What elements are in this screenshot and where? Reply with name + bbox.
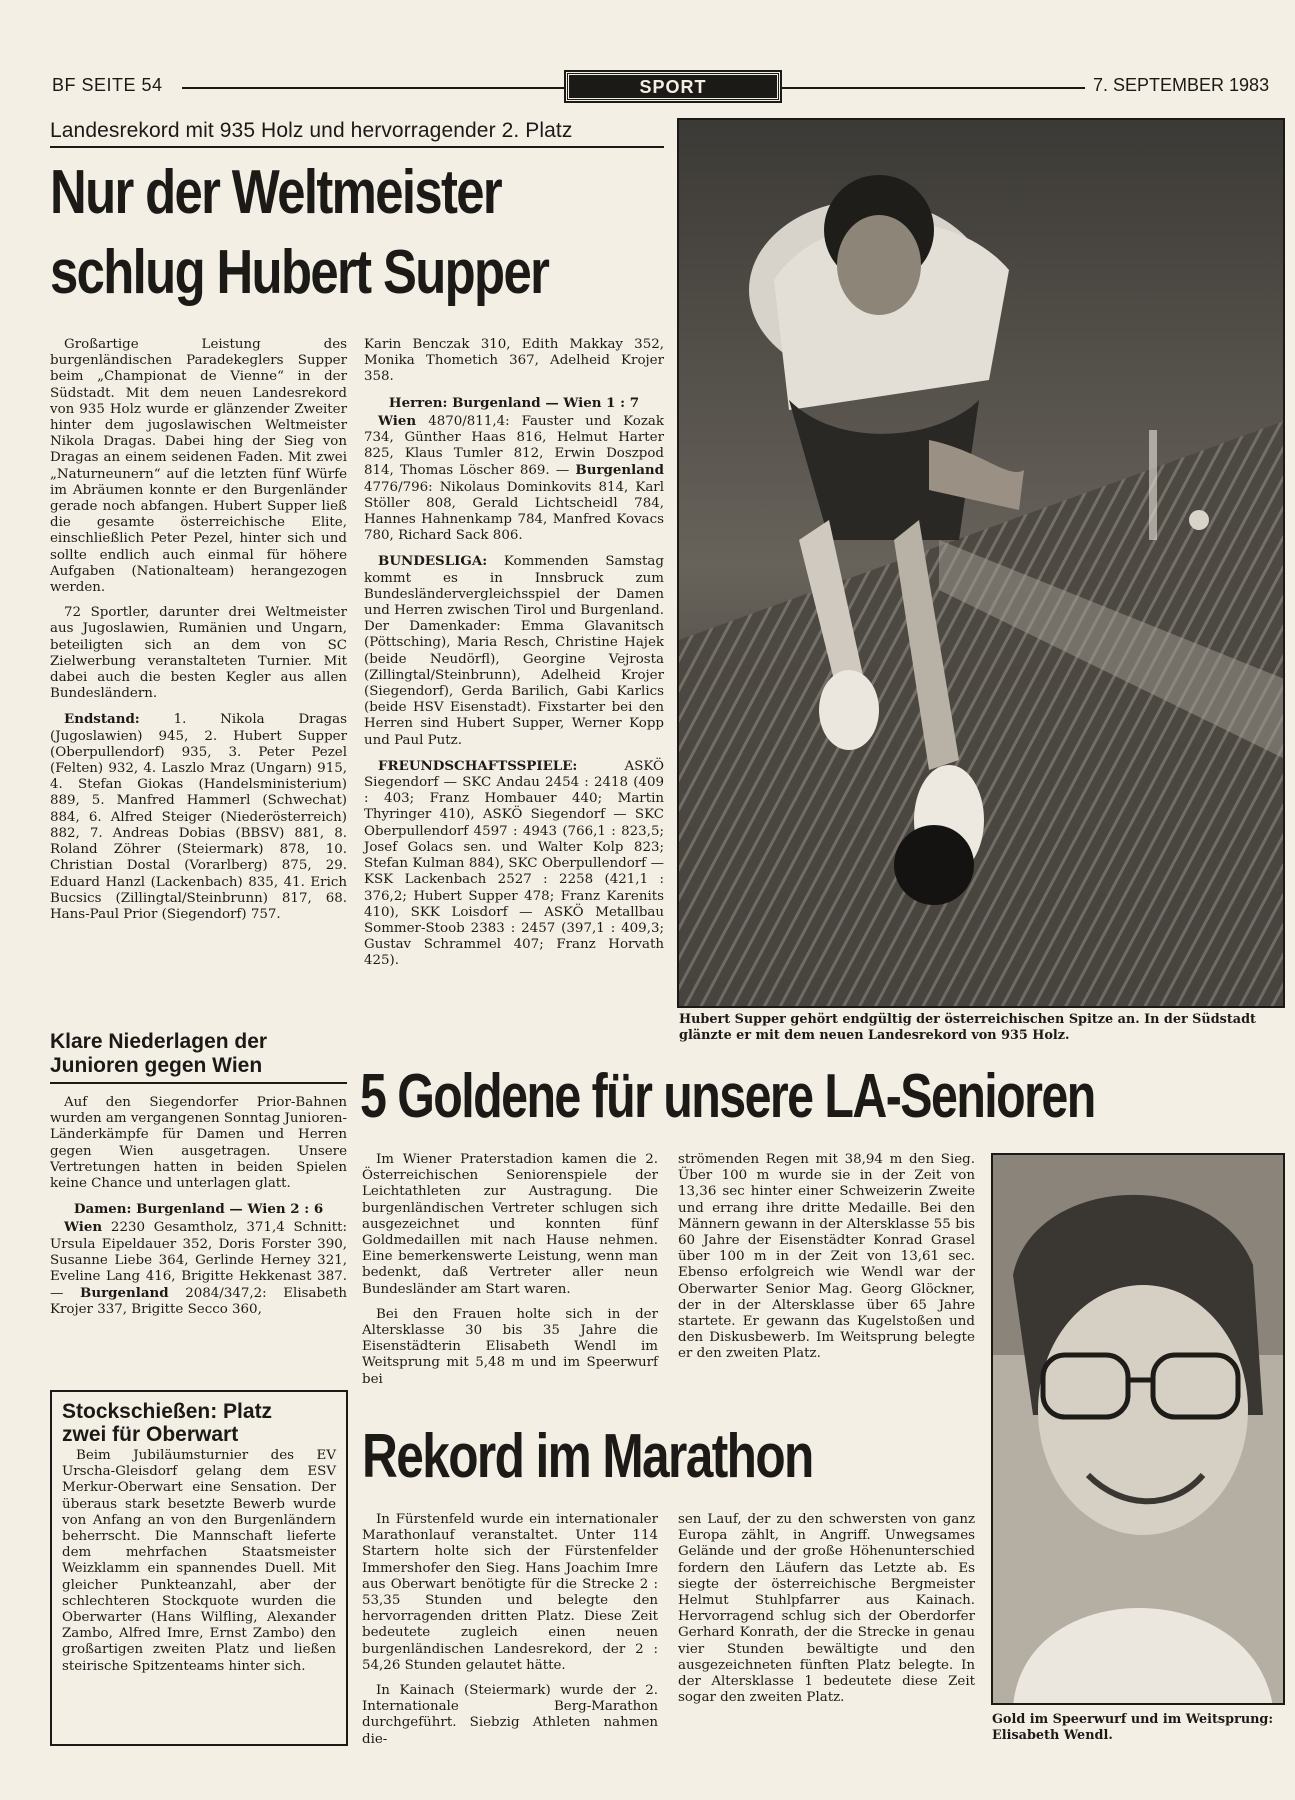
- article3-column1: [362, 1152, 658, 1397]
- article5-paragraph: sen Lauf, der zu den schwersten von ganz Europa zählt, in Angriff. Unwegsames Gelände und der große Höhenunterschied fordern den Läufern das Letzte ab. Es siegte der österreichische Bergmeister Helmut Stuhlpfarrer aus Kainach. Hervorragend schlug sich der Oberdorfer Gerhard Konrath, der die Strecke in genau vier Stunden bewältigte und den ausgezeichneten fünften Platz belegte. In der Altersklasse 1 bedeutete diese Zeit sogar den zweiten Platz.: [678, 1512, 975, 1706]
- article4-column: [62, 1448, 336, 1675]
- bowler-photo-caption: Hubert Supper gehört endgültig der österreichischen Spitze an. In der Südstadt glänzte er mit dem neuen Landesrekord von 935 Holz.: [679, 1012, 1256, 1043]
- stockschiessen-box: [50, 1390, 348, 1746]
- article3-paragraph: Bei den Frauen holte sich in der Altersklasse 30 bis 35 Jahre die Eisenstädterin Elisabeth Wendl im Weitsprung mit 5,48 m und im Speerwurf bei: [362, 1306, 658, 1387]
- results-text: 2230 Gesamtholz, 371,4 Schnitt: Ursula Eipeldauer 352, Doris Forster 390, Susanne Liebe 364, Gerlinde Herney 321, Eveline Lang 416, Brigitte Hekkenast 387. —: [50, 1220, 347, 1302]
- page-date: 7. SEPTEMBER 1983: [1093, 75, 1270, 95]
- article4-headline-line1: Stockschießen: Platz: [62, 1400, 273, 1423]
- article2-headline-line1: Klare Niederlagen der: [50, 1030, 268, 1053]
- article1-paragraph: Großartige Leistung des burgenländischen Paradekeglers Supper beim „Championat de Vienne“ in der Südstadt. Mit dem neuen Landesrekord von 935 Holz wurde er glänzender Zweiter hinter dem jugoslawischen Weltmeister Nikola Dragas. Dabei hing der Sieg von Dragas an einem seidenen Faden. Mit zwei „Naturneunern“ auf die letzten fünf Würfe im Abräumen konnte er den Burgenländer gerade noch abfangen. Hubert Supper ließ die gesamte österreichische Elite, einschließlich Peter Pezel, hinter sich und sollte endlich auch einmal für höhere Aufgaben (Nationalteam) herangezogen werden.: [50, 337, 347, 596]
- section-label: SPORT: [566, 72, 780, 101]
- article3-paragraph: Im Wiener Praterstadion kamen die 2. Österreichischen Seniorenspiele der Leichtathleten zur Austragung. Die burgenländischen Vertreter schlugen sich ausgezeichnet und konnten fünf Goldmedaillen mit nach Hause nehmen. Eine bemerkenswerte Leistung, wenn man bedenkt, daß Vertreter aller neun Bundesländer am Start waren.: [362, 1152, 658, 1297]
- masthead-rule-right: [782, 87, 1085, 89]
- article1-column2: [364, 337, 664, 979]
- freundschaft-paragraph: [364, 758, 664, 970]
- article5-column2: [678, 1512, 975, 1715]
- article5-headline: Rekord im Marathon: [362, 1422, 813, 1491]
- bowler-photo-image: [679, 120, 1285, 1008]
- results-label: FREUNDSCHAFTSSPIELE:: [378, 757, 578, 774]
- results-text: 2084/347,2: Elisabeth Krojer 337, Brigitte Secco 360,: [50, 1286, 347, 1318]
- article2-paragraph: Auf den Siegendorfer Prior-Bahnen wurden am vergangenen Sonntag Junioren-Länderkämpfe für Damen und Herren gegen Wien ausgetragen. Unsere Vertretungen hatten in beiden Spielen keine Chance und unterlagen glatt.: [50, 1095, 347, 1192]
- article1-paragraph: 72 Sportler, darunter drei Weltmeister aus Jugoslawien, Rumänien und Ungarn, beteiligten sich an dem von SC Zielwerbung veranstalteten Turnier. Mit dabei auch die besten Kegler aus allen Bundesländern.: [50, 605, 347, 702]
- results-label: Burgenland: [575, 462, 664, 479]
- damen-heading: Damen: Burgenland — Wien 2 : 6: [73, 1201, 324, 1218]
- results-text: 1. Nikola Dragas (Jugoslawien) 945, 2. Hubert Supper (Oberpullendorf) 935, 3. Peter Pezel (Felten) 932, 4. Laszlo Mraz (Ungarn) 915, 4. Stefan Giokas (Handelsministerium) 889, 5. Manfred Hammerl (Schwechat) 884, 6. Alfred Steiger (Niederösterreich) 882, 7. Andreas Dobias (BBSV) 881, 8. Roland Zöhrer (Steiermark) 878, 10. Christian Dostal (Vorarlberg) 875, 29. Eduard Hanzl (Lackenbach) 835, 41. Erich Bucsics (Zillingtal/Steinbrunn) 817, 68. Hans-Paul Prior (Siegendorf) 757.: [50, 712, 347, 922]
- article5-paragraph: In Fürstenfeld wurde ein internationaler Marathonlauf veranstaltet. Unter 114 Startern holte sich der Fürstenfelder Immershofer den Sieg. Hans Joachim Imre aus Oberwart benötigte für die Strecke 2 : 53,35 Stunden und belegte den hervorragenden dritten Platz. Diese Zeit bedeutete zugleich einen neuen burgenländischen Landesrekord, der 2 : 54,26 Stunden gelautet hätte.: [362, 1512, 658, 1673]
- portrait-caption: Gold im Speerwurf und im Weitsprung: Elisabeth Wendl.: [992, 1712, 1274, 1743]
- results-text: 4870/811,4: Fauster und Kozak 734, Günther Haas 816, Helmut Harter 825, Klaus Tumler 812, Erwin Doszpod 814, Thomas Löscher 869. —: [364, 413, 664, 479]
- page-label: BF SEITE 54: [52, 75, 163, 95]
- article1-paragraph: Karin Benczak 310, Edith Makkay 352, Monika Thometich 367, Adelheid Krojer 358.: [364, 337, 664, 385]
- masthead-rule-left: [182, 87, 565, 89]
- article3-headline: 5 Goldene für unsere LA-Senioren: [360, 1062, 1095, 1131]
- article2-column: [50, 1095, 347, 1328]
- results-label: Burgenland: [80, 1285, 169, 1302]
- article2-headline-line2: Junioren gegen Wien: [50, 1054, 263, 1077]
- results-text: Kommenden Samstag kommt es in Innsbruck zum Bundesländervergleichsspiel der Damen und Herren zwischen Tirol und Burgenland. Der Damenkader: Emma Glavanitsch (Pöttsching), Maria Resch, Christine Hajek (beide Neudörfl), Georgine Vejrosta (Zillingtal/Steinbrunn), Adelheid Krojer (Siegendorf), Gerda Barilich, Gabi Karlics (beide HSV Eisenstadt). Fixstarter bei den Herren sind Hubert Supper, Werner Kopp und Paul Putz.: [364, 554, 664, 748]
- article3-paragraph: strömenden Regen mit 38,94 m den Sieg. Über 100 m wurde sie in der Zeit von 13,36 sec hinter einer Schweizerin Zweite und errang ihre dritte Medaille. Bei den Männern gewann in der Altersklasse 55 bis 60 Jahre der Eisenstädter Konrad Grasel über 100 m in der Zeit von 13,61 sec. Ebenso erfolgreich wie Wendl war der Oberwarter Senior Mag. Georg Glöckner, der in der Altersklasse über 65 Jahre startete. Er gewann das Kugelstoßen und den Diskusbewerb. Im Weitsprung belegte er den zweiten Platz.: [678, 1152, 975, 1362]
- results-label: Wien: [64, 1219, 103, 1236]
- results-label: Endstand:: [64, 711, 140, 728]
- portrait-photo: [991, 1153, 1285, 1705]
- results-text: 4776/796: Nikolaus Dominkovits 814, Karl Stöller 808, Gerald Lichtscheidl 784, Hannes Hahnenkamp 784, Manfred Kovacs 780, Richard Sack 806.: [364, 479, 664, 544]
- article4-headline-line2: zwei für Oberwart: [62, 1423, 239, 1446]
- bundesliga-paragraph: [364, 553, 664, 748]
- article5-column1: [362, 1512, 658, 1757]
- results-text: ASKÖ Siegendorf — SKC Andau 2454 : 2418 (409 : 403; Franz Hombauer 440; Martin Thyringer 410), ASKÖ Siegendorf — SKC Oberpullendorf 4597 : 4943 (766,1 : 823,5; Josef Golacs sen. und Walter Kolp 823; Stefan Kulman 884), SKC Oberpullendorf — KSK Lackenbach 2527 : 2258 (421,1 : 376,2; Hubert Supper 478; Franz Karenits 410), SKK Loisdorf — ASKÖ Metallbau Sommer-Stoob 2383 : 2457 (397,1 : 409,3; Gustav Schrammel 407; Franz Horvath 425).: [364, 758, 664, 969]
- article1-column1: [50, 337, 347, 932]
- article2-headline-rule: [50, 1082, 347, 1084]
- article3-column2: [678, 1152, 975, 1372]
- article1-headline-line2: schlug Hubert Supper: [50, 238, 549, 307]
- damen-results: [50, 1219, 347, 1318]
- portrait-photo-image: [993, 1155, 1285, 1705]
- article5-paragraph: In Kainach (Steiermark) wurde der 2. Internationale Berg-Marathon durchgeführt. Siebzig Athleten nahmen die-: [362, 1683, 658, 1747]
- article1-results: [50, 711, 347, 923]
- article1-kicker-rule: [50, 146, 664, 148]
- article1-kicker: Landesrekord mit 935 Holz und hervorragender 2. Platz: [50, 119, 573, 142]
- article1-headline-line1: Nur der Weltmeister: [50, 158, 502, 227]
- bowler-photo: [677, 118, 1285, 1008]
- herren-heading: Herren: Burgenland — Wien 1 : 7: [388, 394, 640, 411]
- results-label: BUNDESLIGA:: [378, 553, 488, 570]
- results-label: Wien: [378, 412, 417, 429]
- article4-paragraph: Beim Jubiläumsturnier des EV Urscha-Gleisdorf gelang dem ESV Merkur-Oberwart eine Sensation. Der überaus stark besetzte Bewerb wurde von Anfang an von den Burgenländern beherrscht. Die Mannschaft lieferte dem mehrfachen Staatsmeister Weizklamm ein spannendes Duell. Mit gleicher Punkteanzahl, aber der schlechteren Stockquote wurden die Oberwarter (Hans Wilfling, Alexander Zambo, Alfred Imre, Ernst Zambo) den großartigen zweiten Platz und ließen steirische Spitzenteams hinter sich.: [62, 1448, 336, 1674]
- herren-results: [364, 413, 664, 545]
